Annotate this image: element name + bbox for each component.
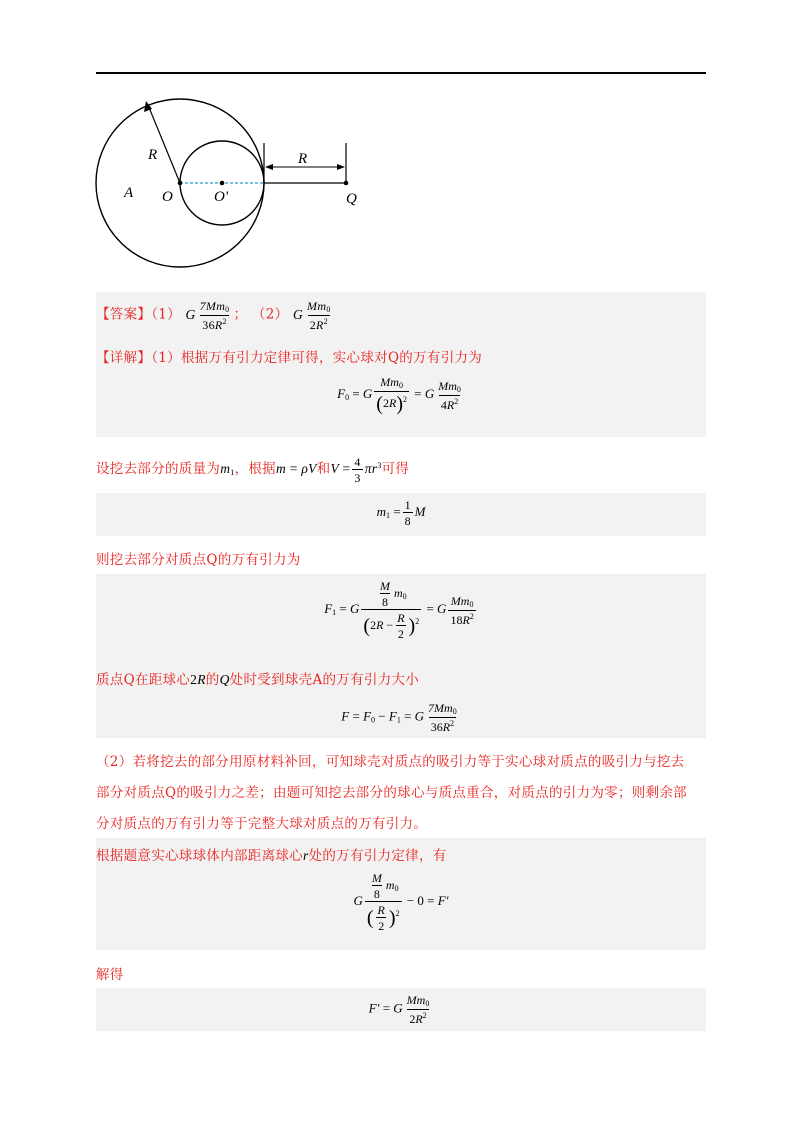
answer-tag: 【答案】 [96,306,152,323]
m1-symbol: $m_1$ [220,461,235,478]
label-O: O [162,189,173,205]
paragraph-solve: 解得 [96,967,124,983]
para1-text-d: 可得 [381,461,410,478]
paragraph-shell-force [96,668,419,688]
equation-F-prime: F′ = G $\frac{Mm_0}{2R^2}$ [368,993,430,1026]
distance-2R: 2R [190,672,206,687]
f-panel [96,662,706,738]
volume-formula: V = $\frac{4}{3}$ $\pi r^3$ [330,455,382,485]
paragraph-part2-line3: 分对质点的万有引力等于完整大球对质点的万有引力。 [96,816,428,832]
distance-arrow-head-left [265,164,273,170]
density-formula: m = ρV [275,461,317,477]
equation-F: $F = F_0 - F_1 = G$ $\frac{7Mm_0}{36R^2}$ [341,701,457,734]
label-Q: Q [346,191,357,207]
detail-line [96,346,482,366]
center-O-dot [178,181,183,186]
para5-text-a: 根据题意实心球球体内部距离球心 [96,848,303,864]
point-Q-dot [344,181,349,186]
para3-text-b: 的 [205,672,220,688]
m1-panel [96,493,706,536]
paragraph-mass [96,456,409,484]
equation-F0: $F_0 = G$ $\frac{Mm_0}{(2R)^2}$ = G $\frac{Mm_0}{4R^2}$ [337,375,461,415]
top-rule [96,72,706,74]
answer-line [96,300,335,331]
equation-F1: $F_1 = G$ $\frac{M}{8}$ $m_0$ (2R − $\frac{R}{2}$ )$^2$ = G $\frac{Mm_0}{18R^2}$ [324,579,474,641]
center-O-prime-dot [220,181,225,186]
para3-text-a: 质点Q在距球心 [96,672,191,688]
label-R-distance: R [298,151,308,167]
f1-panel [96,574,706,662]
label-A: A [124,185,134,201]
para1-text-a: 设挖去部分的质量为 [96,461,221,478]
para1-text-c: 和 [316,461,331,478]
equation-F-prime-setup: G $\frac{M}{8}$ $m_0$ ( $\frac{R}{2}$ )$^2$ − 0 = F′ [353,871,449,933]
detail-tag: 【详解】 [96,350,152,366]
point-Q-symbol: Q [219,672,230,687]
paragraph-part2-line2: 部分对质点Q的吸引力之差；由题可知挖去部分的球心与质点重合，对质点的引力为零；则剩余部 [96,785,687,801]
radius-arrow [148,105,180,183]
detail-intro: （1）根据万有引力定律可得，实心球对Q的万有引力为 [151,350,483,366]
paragraph-part2-line1: （2）若将挖去的部分用原材料补回，可知球壳对质点的吸引力等于实心球对质点的吸引力与挖去 [96,754,685,770]
paragraph-removed-force: 则挖去部分对质点Q的万有引力为 [96,552,301,568]
internal-panel [96,838,706,950]
distance-arrow-head-right [337,164,345,170]
answer-sep: ； [233,306,248,323]
answer-panel [96,292,706,437]
answer2-formula: G $\frac{Mm_0}{2R^2}$ [292,299,331,332]
para1-text-b: ，根据 [234,461,276,478]
equation-m1: $m_1$ = $\frac{1}{8}$ M [376,498,426,528]
label-R: R [148,147,158,163]
para5-text-b: 处的万有引力定律，有 [308,848,447,864]
para3-text-c: 处时受到球壳A的万有引力大小 [229,672,420,688]
answer1-formula: G $\frac{7Mm_0}{36R^2}$ [185,299,230,332]
label-O-prime: O' [214,189,229,205]
answer-part2: （2） [251,306,289,323]
sphere-diagram [90,95,390,280]
paragraph-internal [96,844,447,864]
answer-part1: （1） [151,306,181,323]
f-prime-panel [96,988,706,1031]
r-symbol: r [303,848,309,863]
